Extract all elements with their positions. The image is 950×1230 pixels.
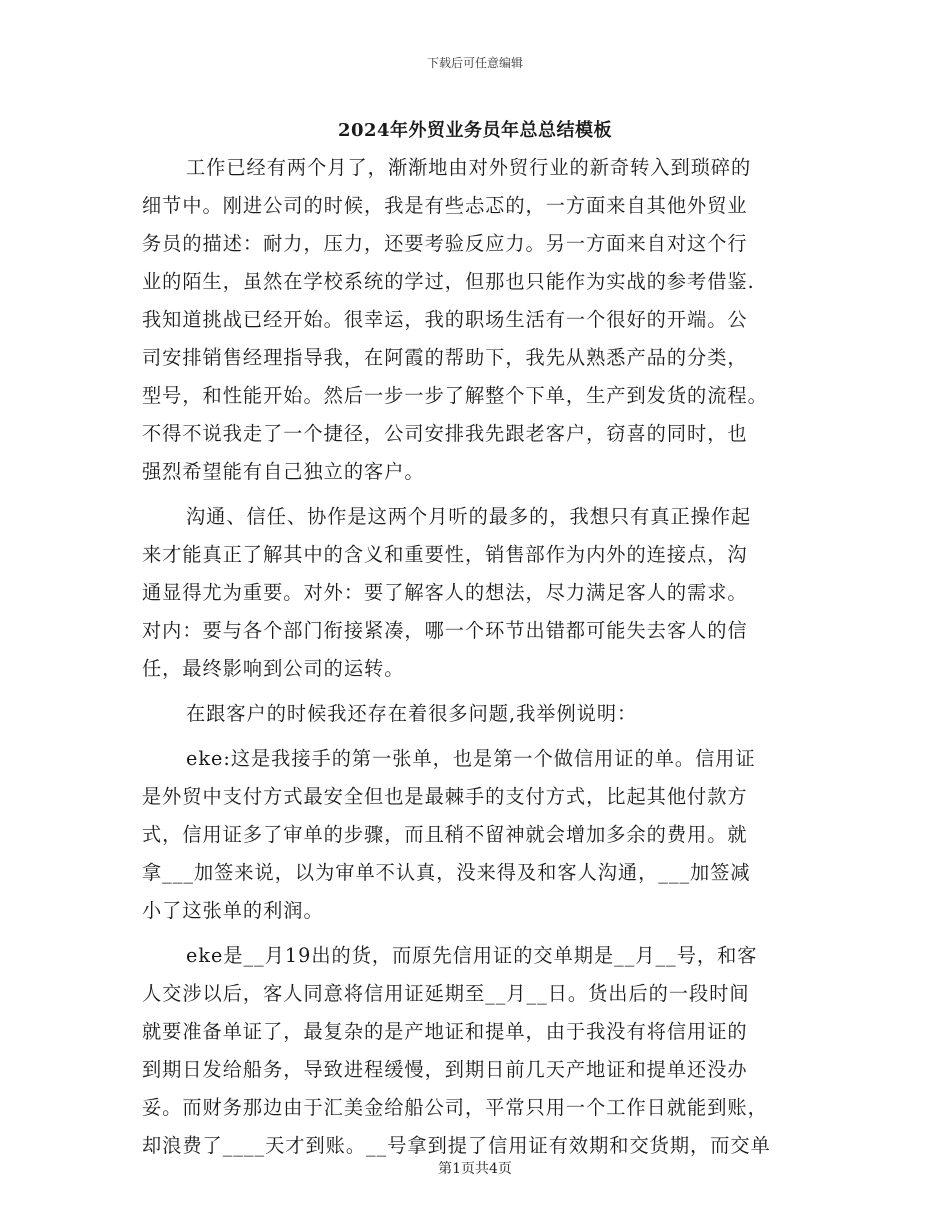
paragraph-line: 小了这张单的利润。: [142, 899, 324, 922]
paragraph-line: 式，信用证多了审单的步骤，而且稍不留神就会增加多余的费用。就: [142, 823, 748, 846]
paragraph-line: 务员的描述：耐力，压力，还要考验反应力。另一方面来自对这个行: [142, 232, 748, 255]
paragraph-line: 型号，和性能开始。然后一步一步了解整个下单，生产到发货的流程。: [142, 384, 768, 407]
paragraph: [142, 149, 810, 491]
page-header: 下载后可任意编辑: [426, 56, 523, 70]
paragraph-line: 在跟客户的时候我还存在着很多问题,我举例说明：: [186, 702, 638, 725]
paragraph-line: 却浪费了____天才到账。__号拿到提了信用证有效期和交货期，而交单: [142, 1134, 771, 1157]
page-footer: 第1页共4页: [438, 1161, 512, 1177]
document-title: 2024年外贸业务员年总总结模板: [337, 120, 613, 141]
paragraph-line: 是外贸中支付方式最安全但也是最棘手的支付方式，比起其他付款方: [142, 785, 748, 808]
paragraph-line: 任，最终影响到公司的运转。: [142, 657, 405, 680]
paragraph-line: 工作已经有两个月了，渐渐地由对外贸行业的新奇转入到琐碎的: [186, 156, 752, 179]
paragraph-line: 到期日发给船务，导致进程缓慢，到期日前几天产地证和提单还没办: [142, 1058, 748, 1081]
paragraph-line: 通显得尤为重要。对外：要了解客人的想法，尽力满足客人的需求。: [142, 581, 748, 604]
paragraph-line: 拿___加签来说，以为审单不认真，没来得及和客人沟通，___加签减: [142, 861, 751, 884]
paragraph-line: 司安排销售经理指导我，在阿霞的帮助下，我先从熟悉产品的分类，: [142, 346, 748, 369]
paragraph-line: 来才能真正了解其中的含义和重要性，销售部作为内外的连接点，沟: [142, 543, 748, 566]
paragraph-line: 我知道挑战已经开始。很幸运，我的职场生活有一个很好的开端。公: [142, 308, 748, 331]
paragraph: [142, 740, 810, 930]
paragraph-line: 沟通、信任、协作是这两个月听的最多的，我想只有真正操作起: [186, 505, 752, 528]
paragraph-line: 就要准备单证了，最复杂的是产地证和提单，由于我没有将信用证的: [142, 1020, 748, 1043]
paragraph-line: eke:这是我接手的第一张单，也是第一个做信用证的单。信用证: [186, 747, 756, 770]
paragraph-line: 强烈希望能有自己独立的客户。: [142, 460, 425, 483]
paragraph-line: 细节中。刚进公司的时候，我是有些忐忑的，一方面来自其他外贸业: [142, 194, 748, 217]
document-body: [142, 149, 810, 1165]
paragraph-line: 妥。而财务那边由于汇美金给船公司，平常只用一个工作日就能到账，: [142, 1096, 768, 1119]
paragraph: [142, 937, 810, 1165]
paragraph-line: eke是__月19出的货，而原先信用证的交单期是__月__号，和客: [186, 944, 758, 967]
paragraph-line: 对内：要与各个部门衔接紧凑，哪一个环节出错都可能失去客人的信: [142, 619, 748, 642]
paragraph: [142, 498, 810, 688]
paragraph: [142, 695, 810, 733]
paragraph-line: 业的陌生，虽然在学校系统的学过，但那也只能作为实战的参考借鉴.: [142, 270, 755, 293]
paragraph-line: 不得不说我走了一个捷径，公司安排我先跟老客户，窃喜的同时，也: [142, 422, 748, 445]
paragraph-line: 人交涉以后，客人同意将信用证延期至__月__日。货出后的一段时间: [142, 982, 750, 1005]
